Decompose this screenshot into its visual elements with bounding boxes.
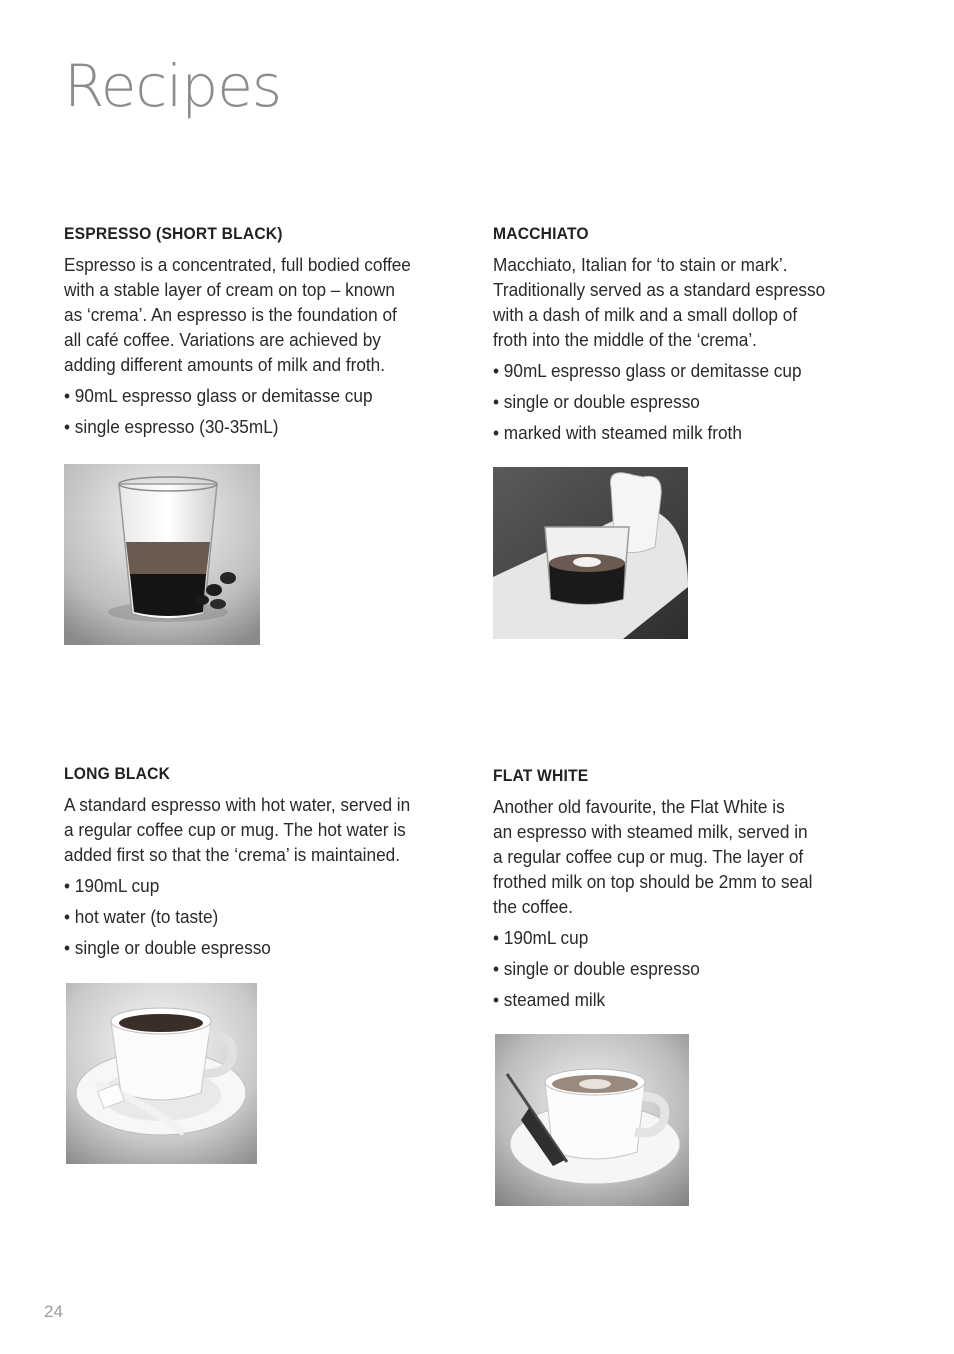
recipe-description: Espresso is a concentrated, full bodied coffee with a stable layer of cream on top – known as ‘crema’. An espresso is the foundation of all café coffee. Variations are achieved by adding different amounts of milk and froth. [64, 254, 411, 375]
recipe-heading: MACCHIATO [493, 224, 589, 243]
list-item: • 90mL espresso glass or demitasse cup [493, 360, 802, 381]
recipe-long-black [64, 764, 464, 966]
recipe-macchiato [493, 224, 893, 451]
recipe-description: Macchiato, Italian for ‘to stain or mark’. Traditionally served as a standard espresso with a dash of milk and a small dollop of froth into the middle of the ‘crema’. [493, 254, 826, 350]
recipe-bullets [493, 358, 893, 445]
list-item: • single or double espresso [493, 391, 700, 412]
long-black-photo [66, 983, 257, 1164]
macchiato-photo [493, 467, 688, 639]
list-item: • marked with steamed milk froth [493, 422, 742, 443]
list-item: • steamed milk [493, 989, 606, 1010]
recipe-flat-white [493, 766, 893, 1018]
list-item: • 190mL cup [493, 927, 589, 948]
list-item: • hot water (to taste) [64, 906, 219, 927]
recipe-heading: LONG BLACK [64, 764, 171, 783]
flat-white-photo [495, 1034, 689, 1206]
espresso-glass-photo [64, 464, 260, 645]
recipe-bullets [64, 873, 464, 960]
page-number: 24 [44, 1302, 63, 1321]
recipe-description: A standard espresso with hot water, served in a regular coffee cup or mug. The hot water is added first so that the ‘crema’ is maintained. [64, 794, 411, 865]
recipe-espresso [64, 224, 464, 445]
recipe-heading: ESPRESSO (SHORT BLACK) [64, 224, 283, 243]
list-item: • single espresso (30-35mL) [64, 416, 279, 437]
list-item: • 190mL cup [64, 875, 160, 896]
list-item: • single or double espresso [64, 937, 271, 958]
recipe-bullets [64, 383, 464, 439]
list-item: • 90mL espresso glass or demitasse cup [64, 385, 373, 406]
recipe-heading: FLAT WHITE [493, 766, 589, 785]
page-title: Recipes [64, 52, 282, 120]
list-item: • single or double espresso [493, 958, 700, 979]
recipe-description: Another old favourite, the Flat White is an espresso with steamed milk, served in a regular coffee cup or mug. The layer of frothed milk on top should be 2mm to seal the coffee. [493, 796, 813, 917]
recipe-bullets [493, 925, 893, 1012]
